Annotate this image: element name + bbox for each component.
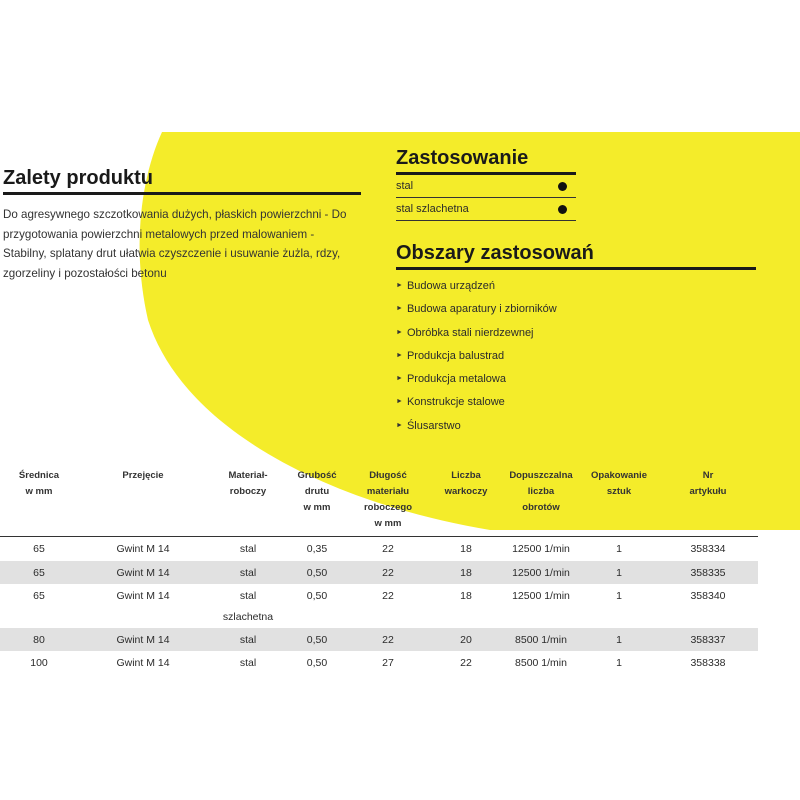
cell-diameter: 100 bbox=[30, 657, 48, 669]
cell-diameter: 80 bbox=[0, 628, 78, 651]
header-working-length: Długość materiału roboczego w mm bbox=[346, 464, 430, 537]
advantages-text: Do agresywnego szczotkowania dużych, płaskich powierzchni - Do przygotowania powierzchni metalowych przed malowaniem - Stabilny, splatany drut ułatwia czyszczenie i usuwanie żużla, rdzy, zgorzeliny i pozostałości betonu bbox=[3, 208, 347, 280]
header-article-no: Nr artykułu bbox=[658, 464, 758, 537]
cell-diameter: 65 bbox=[33, 543, 45, 555]
cell-wire-thickness: 0,50 bbox=[306, 590, 328, 602]
cell-diameter: 65 bbox=[0, 561, 78, 584]
product-advantages bbox=[3, 166, 361, 283]
area-label: Produkcja metalowa bbox=[406, 373, 506, 386]
cell-braid-count: 18 bbox=[460, 543, 472, 555]
areas-list bbox=[396, 278, 756, 441]
list-item bbox=[396, 278, 756, 301]
spec-table bbox=[0, 464, 758, 674]
triangle-right-icon: ► bbox=[396, 351, 403, 359]
triangle-right-icon: ► bbox=[396, 282, 403, 289]
application-label: stal szlachetna bbox=[396, 203, 469, 215]
list-item bbox=[396, 418, 756, 441]
area-label: Budowa aparatury i zbiorników bbox=[406, 303, 557, 316]
cell-package: 1 bbox=[580, 561, 658, 584]
cell-article-no: 358334 bbox=[690, 543, 726, 555]
cell-package: 1 bbox=[616, 590, 622, 602]
application-row bbox=[396, 175, 576, 198]
cell-connection: Gwint M 14 bbox=[116, 543, 170, 555]
cell-article-no: 358335 bbox=[658, 561, 758, 584]
triangle-right-icon: ► bbox=[396, 375, 403, 383]
cell-braid-count: 18 bbox=[430, 561, 502, 584]
area-label: Budowa urządzeń bbox=[406, 280, 495, 292]
cell-connection: Gwint M 14 bbox=[116, 657, 170, 669]
table-row bbox=[0, 561, 758, 584]
filled-dot-icon bbox=[558, 182, 567, 191]
area-label: Obróbka stali nierdzewnej bbox=[406, 326, 534, 339]
cell-article-no: 358337 bbox=[658, 628, 758, 651]
header-wire-thickness: Grubość drutu w mm bbox=[288, 464, 346, 537]
header-max-speed: Dopuszczalna liczba obrotów bbox=[502, 464, 580, 537]
cell-article-no: 358338 bbox=[690, 657, 726, 669]
header-braid-count: Liczba warkoczy bbox=[430, 464, 502, 537]
application-row bbox=[396, 198, 576, 221]
cell-material: stal bbox=[239, 543, 257, 555]
cell-max-speed: 8500 1/min bbox=[502, 628, 580, 651]
area-label: Ślusarstwo bbox=[406, 419, 461, 432]
table-row bbox=[0, 628, 758, 651]
application-areas bbox=[396, 241, 756, 441]
triangle-right-icon: ► bbox=[396, 328, 403, 336]
list-item bbox=[396, 301, 756, 324]
cell-diameter: 65 bbox=[33, 590, 45, 602]
cell-connection: Gwint M 14 bbox=[116, 590, 170, 602]
cell-material: stal bbox=[208, 561, 288, 584]
cell-max-speed: 12500 1/min bbox=[502, 561, 580, 584]
cell-article-no: 358340 bbox=[690, 590, 726, 602]
cell-package: 1 bbox=[616, 657, 622, 669]
triangle-right-icon: ► bbox=[396, 398, 403, 406]
table-row bbox=[0, 584, 758, 628]
cell-braid-count: 18 bbox=[460, 590, 472, 602]
cell-wire-thickness: 0,50 bbox=[288, 561, 346, 584]
cell-wire-thickness: 0,50 bbox=[288, 628, 346, 651]
triangle-right-icon: ► bbox=[396, 421, 403, 429]
table-header-row bbox=[0, 464, 758, 537]
table-row bbox=[0, 651, 758, 674]
cell-connection: Gwint M 14 bbox=[78, 561, 208, 584]
cell-max-speed: 12500 1/min bbox=[512, 590, 570, 602]
cell-package: 1 bbox=[580, 628, 658, 651]
list-item bbox=[396, 394, 756, 417]
cell-braid-count: 22 bbox=[460, 657, 472, 669]
header-diameter: Średnica w mm bbox=[0, 464, 78, 537]
application-title: Zastosowanie bbox=[396, 146, 576, 175]
cell-max-speed: 8500 1/min bbox=[515, 657, 567, 669]
cell-material: stal bbox=[208, 628, 288, 651]
application-section bbox=[396, 146, 576, 221]
triangle-right-icon: ► bbox=[396, 305, 403, 313]
cell-working-length: 27 bbox=[382, 657, 394, 669]
table-row bbox=[0, 537, 758, 562]
areas-title: Obszary zastosowań bbox=[396, 241, 756, 270]
header-material: Materiał- roboczy bbox=[208, 464, 288, 537]
cell-connection: Gwint M 14 bbox=[78, 628, 208, 651]
cell-material: stal szlachetna bbox=[222, 590, 274, 623]
list-item bbox=[396, 348, 756, 371]
cell-package: 1 bbox=[616, 543, 622, 555]
area-label: Konstrukcje stalowe bbox=[406, 396, 505, 409]
advantages-title: Zalety produktu bbox=[3, 166, 361, 195]
filled-dot-icon bbox=[558, 205, 567, 214]
cell-working-length: 22 bbox=[346, 628, 430, 651]
cell-working-length: 22 bbox=[382, 543, 394, 555]
cell-braid-count: 20 bbox=[430, 628, 502, 651]
header-connection: Przejęcie bbox=[78, 464, 208, 537]
cell-working-length: 22 bbox=[382, 590, 394, 602]
application-label: stal bbox=[396, 180, 414, 192]
list-item bbox=[396, 325, 756, 348]
cell-material: stal bbox=[239, 657, 257, 669]
cell-working-length: 22 bbox=[346, 561, 430, 584]
header-package: Opakowanie sztuk bbox=[580, 464, 658, 537]
area-label: Produkcja balustrad bbox=[406, 349, 505, 362]
cell-wire-thickness: 0,35 bbox=[306, 543, 328, 555]
list-item bbox=[396, 371, 756, 394]
cell-wire-thickness: 0,50 bbox=[306, 657, 328, 669]
cell-max-speed: 12500 1/min bbox=[512, 543, 570, 555]
